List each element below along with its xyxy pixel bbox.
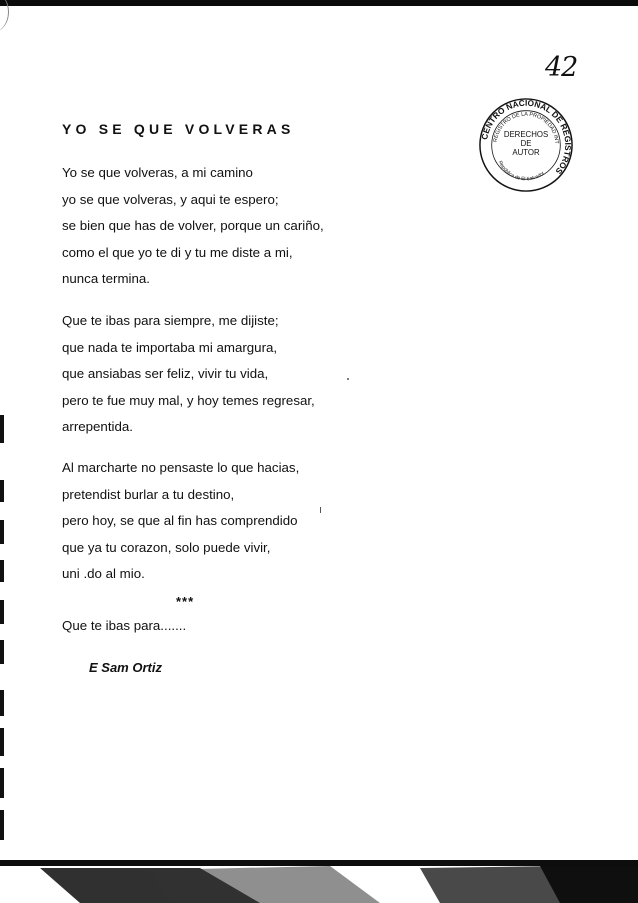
binder-mark (0, 768, 4, 798)
poem-line: como el que yo te di y tu me diste a mi, (62, 244, 293, 260)
binder-mark (0, 810, 4, 840)
binder-mark (0, 520, 4, 544)
binder-mark (0, 480, 4, 502)
registration-stamp (477, 96, 575, 194)
poem-line: Al marcharte no pensaste lo que hacias, (62, 460, 300, 475)
binder-mark (0, 640, 4, 664)
poem-line: pero te fue muy mal, y hoy temes regresar, (62, 392, 315, 408)
author-signature: E Sam Ortiz (89, 660, 162, 675)
poem-line: arrepentida. (62, 419, 133, 435)
stamp-inner-text: REGISTRO DE LA PROPIEDAD INT (492, 111, 560, 145)
stamp-center-line: AUTOR (512, 147, 540, 157)
stamp-center-line: DERECHOS (503, 130, 549, 140)
poem-line: Yo se que volveras, a mi camino (62, 165, 253, 180)
stanza (62, 308, 315, 441)
poem-line: nunca termina. (62, 271, 150, 287)
scan-corner-mark (0, 0, 9, 32)
binder-mark (0, 728, 4, 756)
scan-speck (347, 378, 349, 380)
stanza (62, 455, 299, 588)
poem-line: que ansiabas ser feliz, vivir tu vida, (62, 366, 269, 382)
scan-bottom-edge (0, 856, 638, 903)
binder-mark (0, 415, 4, 443)
stamp-ring-text: CENTRO NACIONAL DE REGISTROS (479, 97, 574, 177)
binder-mark (0, 560, 4, 582)
binder-mark (0, 600, 4, 624)
stamp-bottom-text: República de El Salvador (496, 160, 546, 183)
poem-line: que nada te importaba mi amargura, (62, 339, 278, 355)
closing-line: Que te ibas para....... (62, 618, 187, 633)
binder-mark (0, 690, 4, 716)
poem-line: se bien que has de volver, porque un cariño, (62, 218, 324, 234)
poem-line: Que te ibas para siempre, me dijiste; (62, 313, 279, 328)
poem-line: pretendist burlar a tu destino, (62, 486, 235, 502)
stanza (62, 160, 324, 293)
poem-line: pero hoy, se que al fin has comprendido (62, 513, 298, 529)
poem-line: yo se que volveras, y aqui te espero; (62, 191, 279, 207)
poem-line: que ya tu corazon, solo puede vivir, (62, 539, 271, 555)
poem-line: uni .do al mio. (62, 566, 145, 582)
poem-title: YO SE QUE VOLVERAS (62, 121, 295, 137)
scan-speck (320, 507, 321, 513)
section-separator: *** (176, 594, 195, 609)
page-number: 42 (545, 52, 578, 83)
stamp-center-line: DE (520, 138, 532, 148)
scan-top-edge (0, 0, 638, 6)
